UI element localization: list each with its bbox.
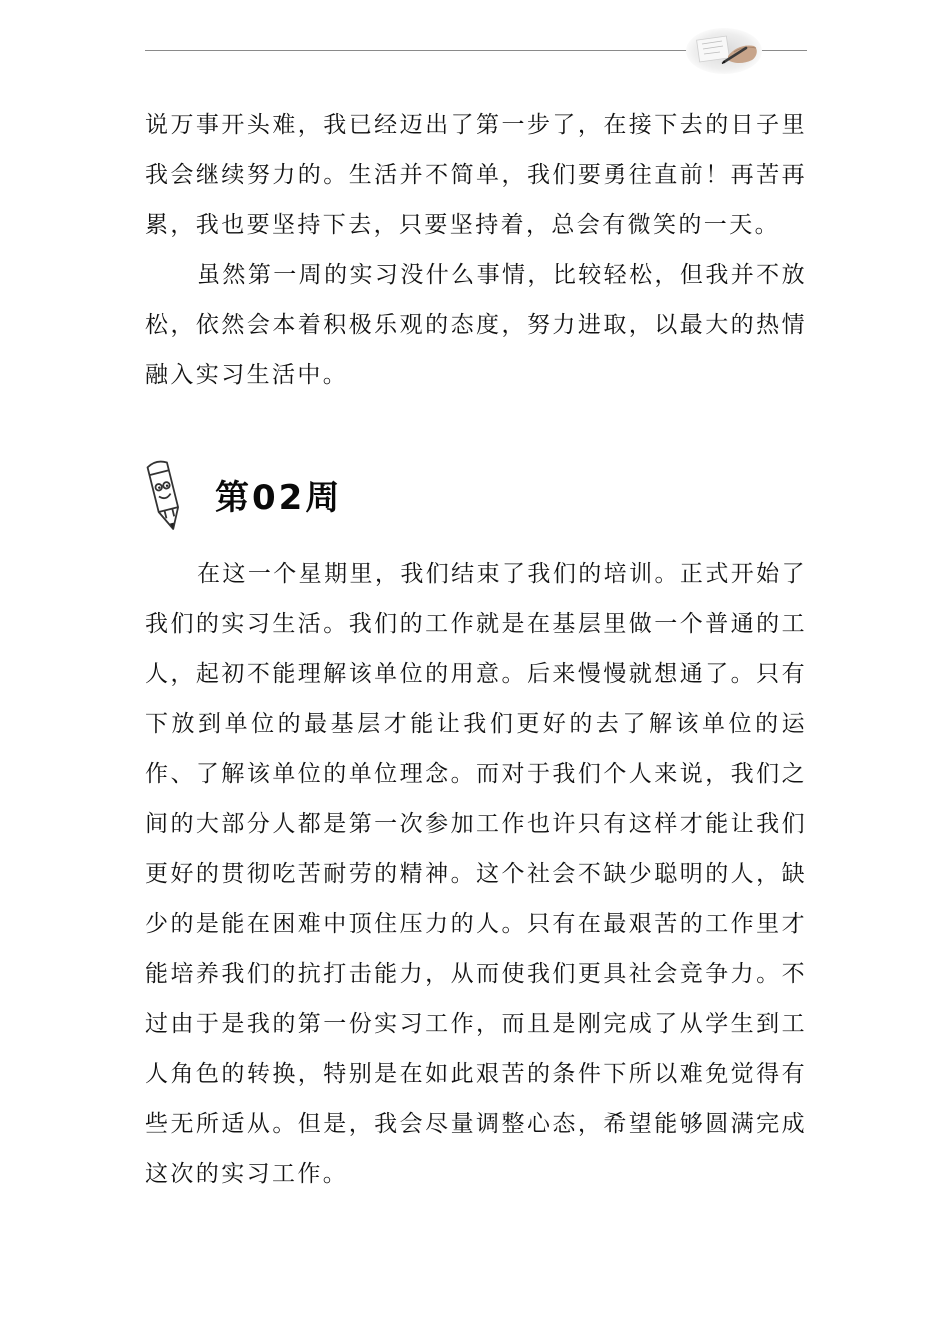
- section-heading: [145, 458, 545, 534]
- paragraph: 说万事开头难，我已经迈出了第一步了，在接下去的日子里我会继续努力的。生活并不简单，我们要勇往直前！再苦再累，我也要坚持下去，只要坚持着，总会有微笑的一天。: [145, 112, 807, 238]
- section-title: 第02周: [215, 478, 343, 518]
- paragraph: 虽然第一周的实习没什么事情，比较轻松，但我并不放松，依然会本着积极乐观的态度，努力进取，以最大的热情融入实习生活中。: [145, 262, 807, 388]
- paragraph: 在这一个星期里，我们结束了我们的培训。正式开始了我们的实习生活。我们的工作就是在基层里做一个普通的工人，起初不能理解该单位的用意。后来慢慢就想通了。只有下放到单位的最基层才能让我们更好的去了解该单位的运作、了解该单位的单位理念。而对于我们个人来说，我们之间的大部分人都是第一次参加工作也许只有这样才能让我们更好的贯彻吃苦耐劳的精神。这个社会不缺少聪明的人，缺少的是能在困难中顶住压力的人。只有在最艰苦的工作里才能培养我们的抗打击能力，从而使我们更具社会竞争力。不过由于是我的第一份实习工作，而且是刚完成了从学生到工人角色的转换，特别是在如此艰苦的条件下所以难免觉得有些无所适从。但是，我会尽量调整心态，希望能够圆满完成这次的实习工作。: [145, 561, 807, 1187]
- pen-writing-image: [684, 26, 764, 76]
- pencil-icon: [145, 458, 185, 534]
